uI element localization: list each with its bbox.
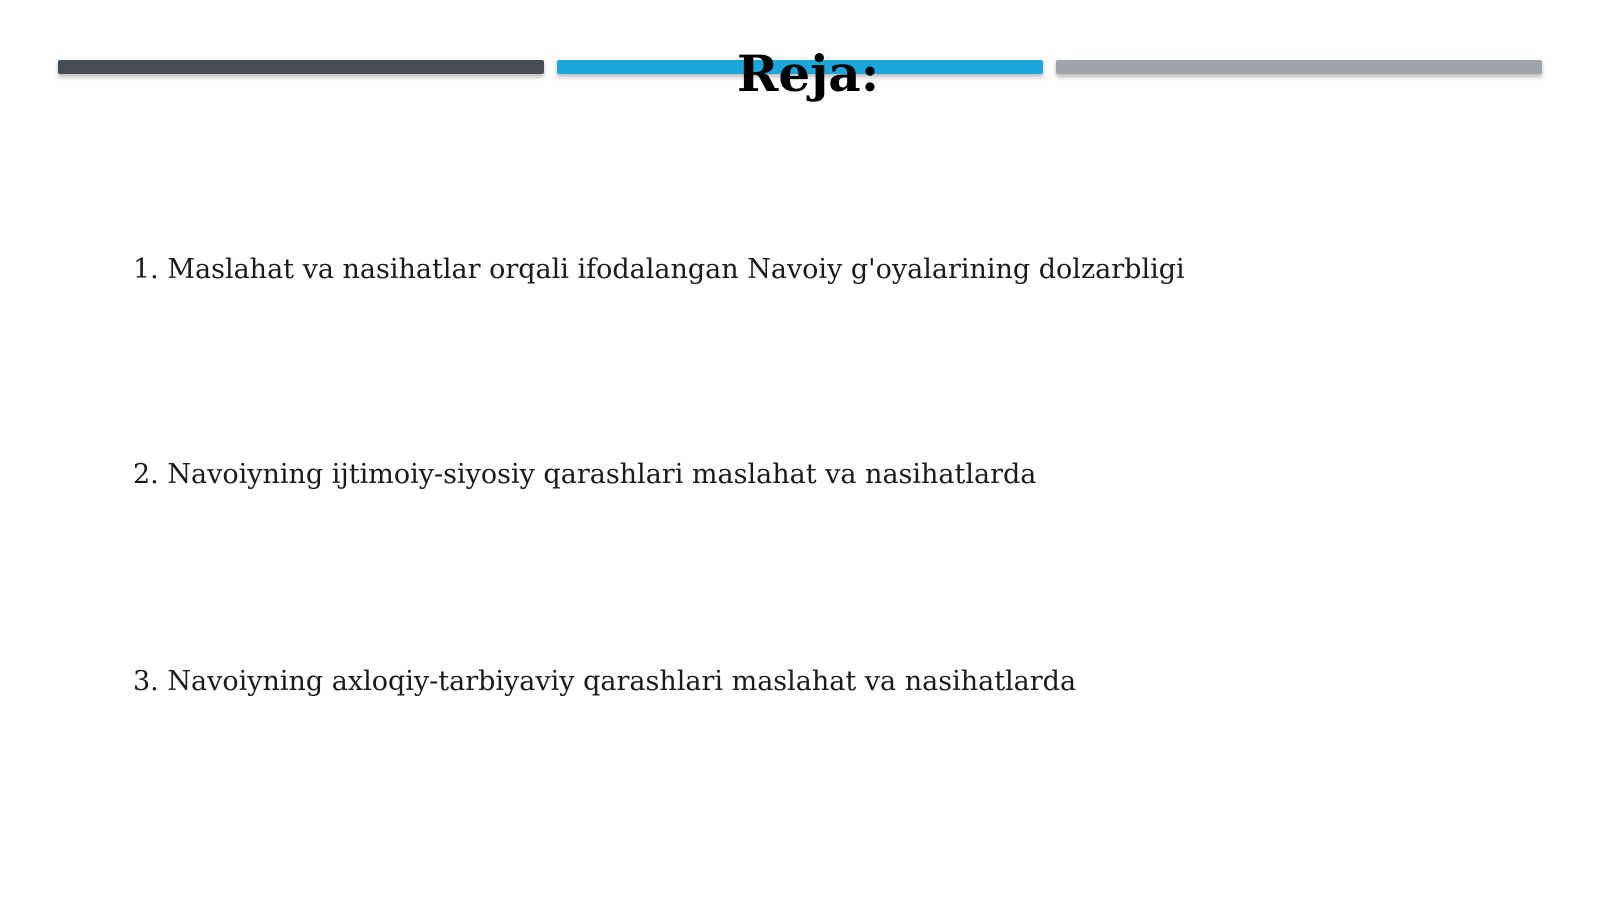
plan-item: 1. Maslahat va nasihatlar orqali ifodalangan Navoiy g'oyalarining dolzarbligi: [133, 254, 1185, 285]
plan-item: 2. Navoiyning ijtimoiy-siyosiy qarashlari maslahat va nasihatlarda: [133, 459, 1037, 490]
plan-item: 3. Navoiyning axloqiy-tarbiyaviy qarashlari maslahat va nasihatlarda: [133, 666, 1077, 697]
slide-title: Reja:: [736, 44, 880, 103]
